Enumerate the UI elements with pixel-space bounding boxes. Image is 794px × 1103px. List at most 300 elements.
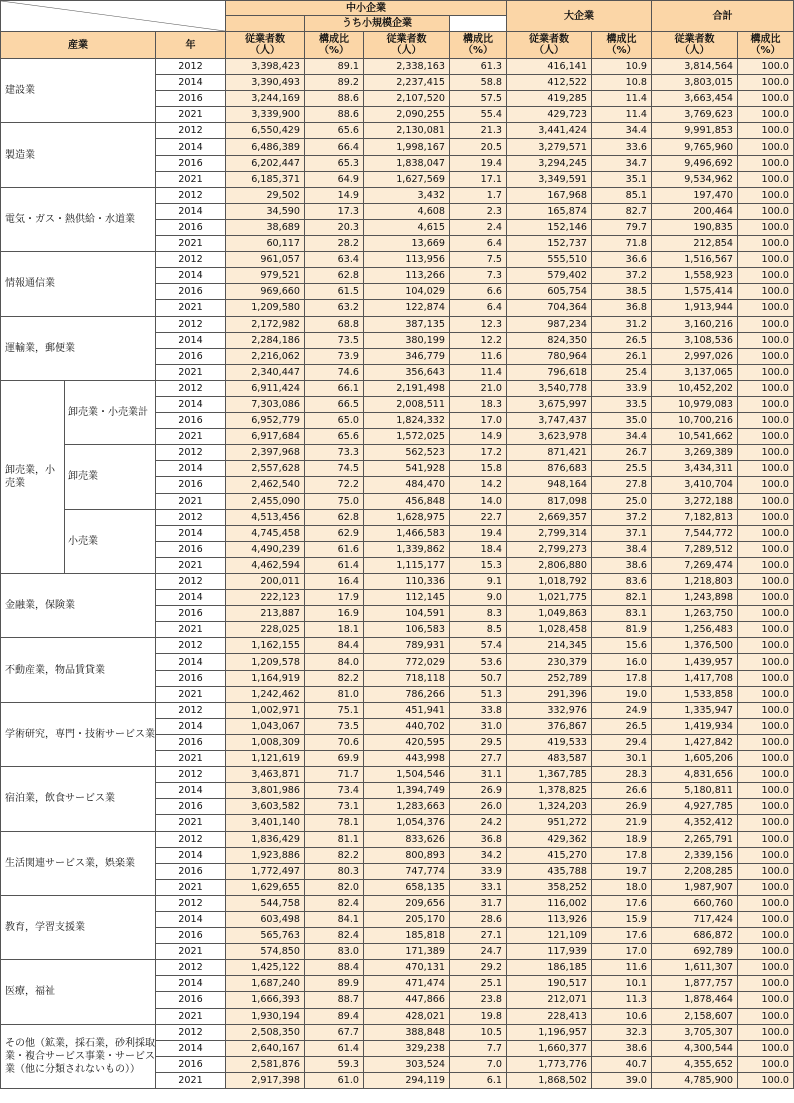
value-cell: 100.0: [738, 107, 794, 123]
value-cell: 10,979,083: [652, 396, 738, 412]
value-cell: 1,772,497: [226, 863, 305, 879]
value-cell: 3,747,437: [507, 413, 592, 429]
value-cell: 11.4: [450, 364, 507, 380]
value-cell: 83.6: [592, 574, 652, 590]
value-cell: 16.4: [305, 574, 364, 590]
value-cell: 65.3: [305, 155, 364, 171]
year-cell: 2021: [156, 557, 226, 573]
value-cell: 100.0: [738, 396, 794, 412]
value-cell: 7.7: [450, 1040, 507, 1056]
year-cell: 2012: [156, 767, 226, 783]
industry-label: 建設業: [1, 59, 156, 123]
value-cell: 36.8: [450, 831, 507, 847]
value-cell: 222,123: [226, 590, 305, 606]
value-cell: 1,021,775: [507, 590, 592, 606]
year-cell: 2014: [156, 396, 226, 412]
value-cell: 579,402: [507, 268, 592, 284]
value-cell: 603,498: [226, 911, 305, 927]
value-cell: 1,378,825: [507, 783, 592, 799]
value-cell: 4,615: [364, 219, 450, 235]
value-cell: 83.0: [305, 944, 364, 960]
value-cell: 3,603,582: [226, 799, 305, 815]
value-cell: 824,350: [507, 332, 592, 348]
value-cell: 1,666,393: [226, 992, 305, 1008]
value-cell: 82.1: [592, 590, 652, 606]
value-cell: 10.1: [592, 976, 652, 992]
table-row: [1, 702, 794, 718]
value-cell: 16.9: [305, 606, 364, 622]
value-cell: 100.0: [738, 1024, 794, 1040]
year-cell: 2021: [156, 622, 226, 638]
value-cell: 26.5: [592, 718, 652, 734]
value-cell: 61.0: [305, 1072, 364, 1088]
year-cell: 2014: [156, 718, 226, 734]
header-corner: [1, 1, 226, 32]
value-cell: 121,109: [507, 928, 592, 944]
value-cell: 82.4: [305, 928, 364, 944]
value-cell: 443,998: [364, 751, 450, 767]
value-cell: 100.0: [738, 380, 794, 396]
value-cell: 3,432: [364, 187, 450, 203]
value-cell: 58.8: [450, 75, 507, 91]
value-cell: 329,238: [364, 1040, 450, 1056]
value-cell: 14.2: [450, 477, 507, 493]
value-cell: 84.0: [305, 654, 364, 670]
value-cell: 6,550,429: [226, 123, 305, 139]
value-cell: 6,185,371: [226, 171, 305, 187]
value-cell: 100.0: [738, 300, 794, 316]
value-cell: 10.9: [592, 59, 652, 75]
value-cell: 17.0: [592, 944, 652, 960]
value-cell: 1,242,462: [226, 686, 305, 702]
year-cell: 2016: [156, 863, 226, 879]
value-cell: 3,705,307: [652, 1024, 738, 1040]
value-cell: 31.7: [450, 895, 507, 911]
value-cell: 3,801,986: [226, 783, 305, 799]
value-cell: 8.3: [450, 606, 507, 622]
value-cell: 1,028,458: [507, 622, 592, 638]
year-cell: 2012: [156, 59, 226, 75]
value-cell: 447,866: [364, 992, 450, 1008]
value-cell: 10,452,202: [652, 380, 738, 396]
value-cell: 15.9: [592, 911, 652, 927]
value-cell: 1,367,785: [507, 767, 592, 783]
value-cell: 100.0: [738, 638, 794, 654]
table-row: [1, 123, 794, 139]
value-cell: 50.7: [450, 670, 507, 686]
value-cell: 565,763: [226, 928, 305, 944]
value-cell: 190,517: [507, 976, 592, 992]
value-cell: 100.0: [738, 91, 794, 107]
value-cell: 31.0: [450, 718, 507, 734]
value-cell: 152,146: [507, 219, 592, 235]
table-row: [1, 316, 794, 332]
value-cell: 17.1: [450, 171, 507, 187]
industry-label: 教育，学習支援業: [1, 895, 156, 959]
industry-label: 卸売業，小売業: [1, 380, 65, 573]
value-cell: 100.0: [738, 847, 794, 863]
year-cell: 2016: [156, 413, 226, 429]
value-cell: 228,413: [507, 1008, 592, 1024]
value-cell: 660,760: [652, 895, 738, 911]
value-cell: 3,769,623: [652, 107, 738, 123]
value-cell: 1,913,944: [652, 300, 738, 316]
value-cell: 89.4: [305, 1008, 364, 1024]
value-cell: 3,814,564: [652, 59, 738, 75]
year-cell: 2016: [156, 284, 226, 300]
value-cell: 17.8: [592, 847, 652, 863]
value-cell: 100.0: [738, 976, 794, 992]
value-cell: 692,789: [652, 944, 738, 960]
value-cell: 100.0: [738, 429, 794, 445]
year-cell: 2021: [156, 107, 226, 123]
value-cell: 100.0: [738, 557, 794, 573]
value-cell: 65.6: [305, 429, 364, 445]
value-cell: 987,234: [507, 316, 592, 332]
year-cell: 2021: [156, 815, 226, 831]
value-cell: 833,626: [364, 831, 450, 847]
table-row: [1, 445, 794, 461]
value-cell: 38.6: [592, 1040, 652, 1056]
year-cell: 2012: [156, 638, 226, 654]
value-cell: 780,964: [507, 348, 592, 364]
value-cell: 1,209,578: [226, 654, 305, 670]
value-cell: 1,838,047: [364, 155, 450, 171]
value-cell: 2,107,520: [364, 91, 450, 107]
value-cell: 346,779: [364, 348, 450, 364]
value-cell: 100.0: [738, 541, 794, 557]
value-cell: 470,131: [364, 960, 450, 976]
sub-industry-label: 卸売業・小売業計: [65, 380, 156, 444]
value-cell: 388,848: [364, 1024, 450, 1040]
value-cell: 100.0: [738, 139, 794, 155]
industry-label: 不動産業，物品賃貸業: [1, 638, 156, 702]
value-cell: 1,930,194: [226, 1008, 305, 1024]
value-cell: 17.2: [450, 445, 507, 461]
value-cell: 20.5: [450, 139, 507, 155]
value-cell: 100.0: [738, 911, 794, 927]
value-cell: 1,533,858: [652, 686, 738, 702]
value-cell: 100.0: [738, 461, 794, 477]
industry-label: 製造業: [1, 123, 156, 187]
value-cell: 1,218,803: [652, 574, 738, 590]
value-cell: 230,379: [507, 654, 592, 670]
year-cell: 2014: [156, 268, 226, 284]
value-cell: 79.7: [592, 219, 652, 235]
value-cell: 562,523: [364, 445, 450, 461]
value-cell: 17.6: [592, 895, 652, 911]
value-cell: 100.0: [738, 268, 794, 284]
value-cell: 113,956: [364, 252, 450, 268]
value-cell: 100.0: [738, 654, 794, 670]
table-row: [1, 187, 794, 203]
header-large: 大企業: [507, 1, 652, 32]
value-cell: 471,474: [364, 976, 450, 992]
value-cell: 541,928: [364, 461, 450, 477]
value-cell: 15.3: [450, 557, 507, 573]
year-cell: 2021: [156, 493, 226, 509]
value-cell: 61.6: [305, 541, 364, 557]
value-cell: 2,008,511: [364, 396, 450, 412]
value-cell: 1,376,500: [652, 638, 738, 654]
value-cell: 13,669: [364, 236, 450, 252]
value-cell: 61.4: [305, 1040, 364, 1056]
value-cell: 66.4: [305, 139, 364, 155]
value-cell: 3,272,188: [652, 493, 738, 509]
value-cell: 38.6: [592, 557, 652, 573]
value-cell: 83.1: [592, 606, 652, 622]
value-cell: 747,774: [364, 863, 450, 879]
value-cell: 4,608: [364, 203, 450, 219]
value-cell: 100.0: [738, 606, 794, 622]
value-cell: 17.0: [450, 413, 507, 429]
value-cell: 75.1: [305, 702, 364, 718]
value-cell: 112,145: [364, 590, 450, 606]
value-cell: 26.5: [592, 332, 652, 348]
value-cell: 2,237,415: [364, 75, 450, 91]
header-employees: 従業者数 （人）: [652, 32, 738, 59]
value-cell: 3,463,871: [226, 767, 305, 783]
value-cell: 1,054,376: [364, 815, 450, 831]
value-cell: 81.9: [592, 622, 652, 638]
value-cell: 718,118: [364, 670, 450, 686]
table-body: [1, 59, 794, 1089]
value-cell: 33.9: [450, 863, 507, 879]
value-cell: 2.4: [450, 219, 507, 235]
year-cell: 2021: [156, 429, 226, 445]
value-cell: 117,939: [507, 944, 592, 960]
year-cell: 2021: [156, 879, 226, 895]
value-cell: 2,917,398: [226, 1072, 305, 1088]
value-cell: 2,208,285: [652, 863, 738, 879]
value-cell: 34.4: [592, 429, 652, 445]
value-cell: 100.0: [738, 718, 794, 734]
value-cell: 1,243,898: [652, 590, 738, 606]
value-cell: 100.0: [738, 944, 794, 960]
value-cell: 1,018,792: [507, 574, 592, 590]
value-cell: 11.6: [592, 960, 652, 976]
value-cell: 23.8: [450, 992, 507, 1008]
value-cell: 6,917,684: [226, 429, 305, 445]
value-cell: 28.3: [592, 767, 652, 783]
value-cell: 209,656: [364, 895, 450, 911]
value-cell: 53.6: [450, 654, 507, 670]
value-cell: 167,968: [507, 187, 592, 203]
value-cell: 51.3: [450, 686, 507, 702]
value-cell: 26.7: [592, 445, 652, 461]
value-cell: 686,872: [652, 928, 738, 944]
value-cell: 7.5: [450, 252, 507, 268]
value-cell: 100.0: [738, 364, 794, 380]
value-cell: 1,417,708: [652, 670, 738, 686]
value-cell: 14.9: [450, 429, 507, 445]
value-cell: 1,002,971: [226, 702, 305, 718]
value-cell: 113,926: [507, 911, 592, 927]
header-ratio: 構成比 （%）: [738, 32, 794, 59]
value-cell: 37.2: [592, 509, 652, 525]
value-cell: 64.9: [305, 171, 364, 187]
value-cell: 3,663,454: [652, 91, 738, 107]
value-cell: 4,300,544: [652, 1040, 738, 1056]
value-cell: 1,868,502: [507, 1072, 592, 1088]
value-cell: 63.2: [305, 300, 364, 316]
year-cell: 2012: [156, 702, 226, 718]
value-cell: 73.5: [305, 332, 364, 348]
value-cell: 89.9: [305, 976, 364, 992]
value-cell: 38.5: [592, 284, 652, 300]
value-cell: 31.1: [450, 767, 507, 783]
sub-industry-label: 小売業: [65, 509, 156, 573]
value-cell: 19.7: [592, 863, 652, 879]
value-cell: 18.1: [305, 622, 364, 638]
value-cell: 75.0: [305, 493, 364, 509]
value-cell: 100.0: [738, 445, 794, 461]
value-cell: 2,338,163: [364, 59, 450, 75]
year-cell: 2014: [156, 1040, 226, 1056]
value-cell: 717,424: [652, 911, 738, 927]
value-cell: 871,421: [507, 445, 592, 461]
value-cell: 205,170: [364, 911, 450, 927]
value-cell: 28.6: [450, 911, 507, 927]
year-cell: 2012: [156, 1024, 226, 1040]
value-cell: 1,008,309: [226, 734, 305, 750]
value-cell: 71.8: [592, 236, 652, 252]
header-ratio: 構成比 （%）: [450, 32, 507, 59]
value-cell: 29,502: [226, 187, 305, 203]
industry-label: 生活関連サービス業，娯楽業: [1, 831, 156, 895]
value-cell: 14.0: [450, 493, 507, 509]
value-cell: 212,854: [652, 236, 738, 252]
value-cell: 100.0: [738, 75, 794, 91]
value-cell: 65.6: [305, 123, 364, 139]
value-cell: 961,057: [226, 252, 305, 268]
value-cell: 11.4: [592, 107, 652, 123]
value-cell: 1,049,863: [507, 606, 592, 622]
value-cell: 26.9: [450, 783, 507, 799]
value-cell: 113,266: [364, 268, 450, 284]
value-cell: 100.0: [738, 493, 794, 509]
value-cell: 66.1: [305, 380, 364, 396]
value-cell: 1,339,862: [364, 541, 450, 557]
value-cell: 59.3: [305, 1056, 364, 1072]
value-cell: 12.2: [450, 332, 507, 348]
value-cell: 428,021: [364, 1008, 450, 1024]
value-cell: 18.4: [450, 541, 507, 557]
value-cell: 1,164,919: [226, 670, 305, 686]
value-cell: 100.0: [738, 992, 794, 1008]
value-cell: 2,462,540: [226, 477, 305, 493]
value-cell: 57.5: [450, 91, 507, 107]
value-cell: 3,803,015: [652, 75, 738, 91]
value-cell: 4,513,456: [226, 509, 305, 525]
value-cell: 11.4: [592, 91, 652, 107]
value-cell: 419,285: [507, 91, 592, 107]
value-cell: 26.1: [592, 348, 652, 364]
value-cell: 73.5: [305, 718, 364, 734]
value-cell: 24.9: [592, 702, 652, 718]
value-cell: 100.0: [738, 413, 794, 429]
value-cell: 415,270: [507, 847, 592, 863]
year-cell: 2021: [156, 944, 226, 960]
value-cell: 969,660: [226, 284, 305, 300]
value-cell: 100.0: [738, 928, 794, 944]
year-cell: 2016: [156, 928, 226, 944]
year-cell: 2016: [156, 670, 226, 686]
value-cell: 61.4: [305, 557, 364, 573]
value-cell: 2,130,081: [364, 123, 450, 139]
sub-industry-label: 卸売業: [65, 445, 156, 509]
value-cell: 33.5: [592, 396, 652, 412]
table-row: [1, 252, 794, 268]
table-row: [1, 509, 794, 525]
value-cell: 27.7: [450, 751, 507, 767]
value-cell: 152,737: [507, 236, 592, 252]
value-cell: 1,425,122: [226, 960, 305, 976]
value-cell: 26.0: [450, 799, 507, 815]
value-cell: 9,765,960: [652, 139, 738, 155]
value-cell: 89.2: [305, 75, 364, 91]
year-cell: 2014: [156, 654, 226, 670]
value-cell: 66.5: [305, 396, 364, 412]
value-cell: 73.4: [305, 783, 364, 799]
value-cell: 1,687,240: [226, 976, 305, 992]
value-cell: 3,269,389: [652, 445, 738, 461]
value-cell: 1,466,583: [364, 525, 450, 541]
year-cell: 2016: [156, 734, 226, 750]
value-cell: 100.0: [738, 686, 794, 702]
header-ratio: 構成比 （%）: [305, 32, 364, 59]
value-cell: 356,643: [364, 364, 450, 380]
value-cell: 1,335,947: [652, 702, 738, 718]
value-cell: 5,180,811: [652, 783, 738, 799]
year-cell: 2021: [156, 751, 226, 767]
year-cell: 2016: [156, 606, 226, 622]
value-cell: 4,785,900: [652, 1072, 738, 1088]
value-cell: 2,997,026: [652, 348, 738, 364]
value-cell: 2,339,156: [652, 847, 738, 863]
value-cell: 34.4: [592, 123, 652, 139]
value-cell: 26.9: [592, 799, 652, 815]
value-cell: 3,398,423: [226, 59, 305, 75]
value-cell: 74.5: [305, 461, 364, 477]
value-cell: 213,887: [226, 606, 305, 622]
value-cell: 786,266: [364, 686, 450, 702]
value-cell: 100.0: [738, 59, 794, 75]
value-cell: 6,202,447: [226, 155, 305, 171]
value-cell: 1,283,663: [364, 799, 450, 815]
value-cell: 7.3: [450, 268, 507, 284]
value-cell: 17.6: [592, 928, 652, 944]
value-cell: 3,540,778: [507, 380, 592, 396]
value-cell: 3,137,065: [652, 364, 738, 380]
value-cell: 212,071: [507, 992, 592, 1008]
value-cell: 81.1: [305, 831, 364, 847]
value-cell: 387,135: [364, 316, 450, 332]
value-cell: 57.4: [450, 638, 507, 654]
value-cell: 948,164: [507, 477, 592, 493]
value-cell: 186,185: [507, 960, 592, 976]
value-cell: 35.0: [592, 413, 652, 429]
value-cell: 1,605,206: [652, 751, 738, 767]
value-cell: 1,324,203: [507, 799, 592, 815]
value-cell: 100.0: [738, 815, 794, 831]
value-cell: 7,544,772: [652, 525, 738, 541]
value-cell: 796,618: [507, 364, 592, 380]
table-row: [1, 960, 794, 976]
header-small: うち小規模企業: [305, 16, 450, 32]
industry-label: 医療，福祉: [1, 960, 156, 1024]
header-sme: 中小企業: [226, 1, 507, 16]
